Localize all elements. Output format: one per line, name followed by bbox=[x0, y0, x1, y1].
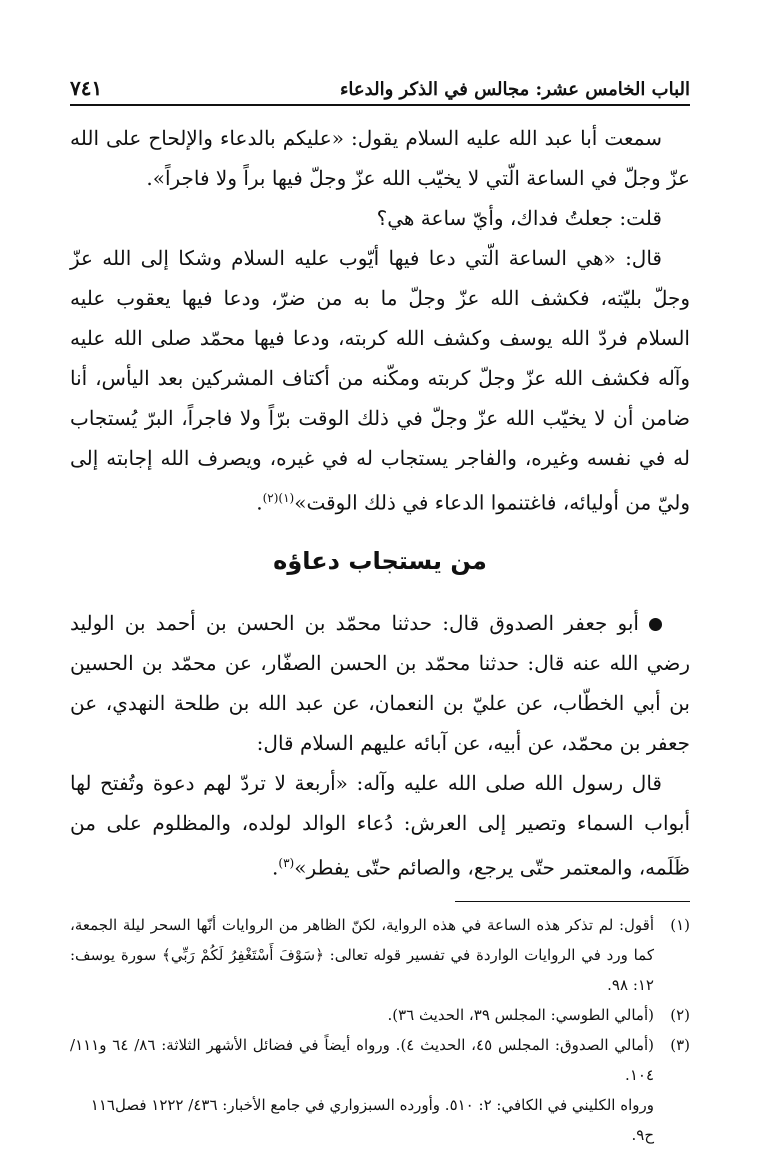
footnote bbox=[70, 1030, 690, 1090]
main-text bbox=[70, 118, 690, 887]
footnote-number: (٢) bbox=[670, 1006, 690, 1025]
paragraph bbox=[70, 238, 690, 523]
section-heading: من يستجاب دعاؤه bbox=[273, 546, 487, 575]
paragraph-text: أبو جعفر الصدوق قال: حدثنا محمّد بن الحسن بن أحمد بن الوليد رضي الله عنه قال: حدثنا محمّد بن الحسن الصفّار، عن محمّد بن الحسين بن أبي الخطّاب، عن عليّ بن النعمان، عن عبد الله بن طلحة النهدي، عن جعفر بن محمّد، عن أبيه، عن آبائه عليهم السلام قال: bbox=[70, 610, 690, 755]
footnote-divider bbox=[455, 901, 690, 902]
footnotes bbox=[70, 910, 690, 1150]
paragraph-text: قال رسول الله صلى الله عليه وآله: «أربعة لا تردّ لهم دعوة وتُفتح لها أبواب السماء وتصير إلى العرش: دُعاء الوالد لولده، والمظلوم على من ظَلَمه، والمعتمر حتّى يرجع، والصائم حتّى يفطر» bbox=[70, 770, 690, 880]
footnote-continuation: ورواه الكليني في الكافي: ٢: ٥١٠. وأورده السبزواري في جامع الأخبار: ٤٣٦/ ١٢٢٢ فصل١١٦ ح٩. bbox=[90, 1096, 654, 1145]
paragraph-end: . bbox=[256, 490, 263, 515]
paragraph: قلت: جعلتُ فداك، وأيّ ساعة هي؟ bbox=[376, 206, 662, 230]
footnote-text: أقول: لم تذكر هذه الساعة في هذه الرواية، لكنّ الظاهر من الروايات أنّها السحر ليلة الجمعة، كما ورد في الروايات الواردة في تفسير قوله تعالى: ﴿سَوْفَ أَسْتَغْفِرُ لَكُمْ رَبِّي﴾ سورة يوسف: ١٢: ٩٨. bbox=[70, 916, 654, 995]
paragraph bbox=[70, 763, 690, 888]
footnote-ref: (٣) bbox=[278, 855, 295, 870]
paragraph bbox=[70, 603, 690, 763]
page-number: ٧٤١ bbox=[70, 76, 103, 100]
page-header bbox=[70, 60, 690, 106]
bullet-icon bbox=[649, 618, 662, 631]
footnote bbox=[70, 910, 690, 1000]
paragraph: سمعت أبا عبد الله عليه السلام يقول: «عليكم بالدعاء والإلحاح على الله عزّ وجلّ في الساعة الّتي لا يخيّب الله عزّ وجلّ فيها براً ولا فاجراً». bbox=[70, 126, 690, 190]
footnote-ref: (١)(٢) bbox=[262, 491, 295, 505]
paragraph-end: . bbox=[272, 855, 279, 880]
footnote-number: (١) bbox=[670, 916, 690, 935]
footnote bbox=[70, 1000, 690, 1030]
footnote-text: (أمالي الطوسي: المجلس ٣٩، الحديث ٣٦). bbox=[387, 1006, 654, 1025]
footnote-text: (أمالي الصدوق: المجلس ٤٥، الحديث ٤). ورواه أيضاً في فضائل الأشهر الثلاثة: ٨٦/ ٦٤ و١١١/ ١٠٤. bbox=[70, 1036, 654, 1085]
book-page bbox=[70, 60, 690, 1145]
chapter-title: الباب الخامس عشر: مجالس في الذكر والدعاء bbox=[339, 79, 690, 100]
footnote-number: (٣) bbox=[670, 1036, 690, 1055]
paragraph-text: قال: «هي الساعة الّتي دعا فيها أيّوب عليه السلام وشكا إلى الله عزّ وجلّ بليّته، فكشف الله عزّ وجلّ ما به من ضرّ، ودعا فيها يعقوب عليه السلام فردّ الله يوسف وكشف الله كربته، ودعا فيها محمّد صلى الله عليه وآله فكشف الله عزّ وجلّ كربته ومكّنه من أكتاف المشركين بعد اليأس، أنا ضامن أن لا يخيّب الله عزّ وجلّ في ذلك الوقت برّاً ولا فاجراً، البرّ يُستجاب له في نفسه وغيره، والفاجر يستجاب له في غيره، ويصرف الله إجابته إلى وليّ من أوليائه، فاغتنموا الدعاء في ذلك الوقت» bbox=[70, 246, 690, 515]
